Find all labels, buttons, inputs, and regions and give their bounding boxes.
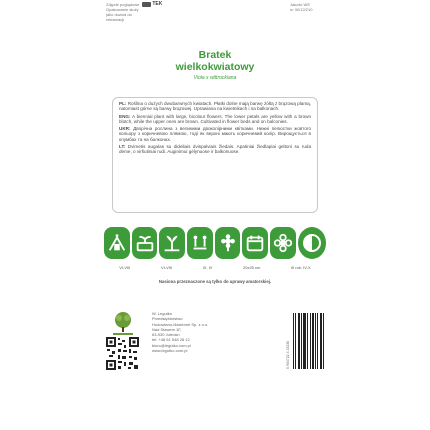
seedling-icon <box>132 227 158 259</box>
icon-label: IX, IV <box>202 265 213 270</box>
icon-label: 20x25 cm <box>243 265 261 270</box>
description-box <box>112 97 318 213</box>
photo-label: Zdjęcie poglądowe <box>106 2 140 7</box>
icon-label: VI-VIII <box>119 265 131 270</box>
header-right <box>290 2 330 12</box>
product-latin-name: Viola x wittrockiana <box>193 75 237 81</box>
cultivation-icons <box>104 227 326 261</box>
icon-label: VI-VIII <box>160 265 173 270</box>
tek-mark-icon <box>142 2 151 7</box>
product-title-block <box>140 50 290 81</box>
packaging-label: Opakowanie służy jako dowód do reklamacji <box>106 7 139 22</box>
tek-logo: TEK <box>142 2 162 7</box>
product-name-line2: wielkokwiatowy <box>175 60 255 73</box>
company-address: W. Legutko Przedsiębiorstwo Hodowlano-Nasienne Sp. z o.o. Nad Stawem 1F, 63-930 Jutrosin tel. +48 61 548 28 12 biuro@legutko.com.pl www.legutko.com.pl <box>152 311 209 354</box>
transplant-icon <box>159 227 185 259</box>
description-pl: PL: Roślina o dużych dwubarwnych kwiatach. Płatki dolne mają barwę żółtą z brązową plamą, natomiast górne są barwy brązowej. Uprawiana na kwietnikach i na balkonach. <box>119 101 311 112</box>
header-left <box>106 2 196 22</box>
quality-label: Jakość WE <box>290 2 311 7</box>
sun-icon <box>298 227 326 259</box>
barcode-number: 5 904722 4 15230 <box>286 340 290 369</box>
description-eng: ENG: A biennial plant with large, bicolour flowers. The lower petals are yellow with a brown blotch, while the upper ones are brown. Cultivated in flower beds and on balconies. <box>119 113 311 124</box>
amateur-use-note: Nasiona przeznaczone są tylko do uprawy amatorskiej. <box>158 279 272 284</box>
description-ukr: UKR: Дворічна рослина з великими двоколірними квітками. Нижні пелюстки жовтого кольору з коричневою плямою, тоді як верхні мають коричневий колір. Вирощується в клумбах та на балконах. <box>119 126 312 142</box>
product-name-line1: Bratek <box>198 49 232 61</box>
flower-icon <box>270 227 296 259</box>
legutko-logo <box>110 310 136 338</box>
icon-label: III rok: IV-X <box>290 265 311 270</box>
icon-labels <box>104 265 326 270</box>
qr-code <box>106 337 139 370</box>
spacing-icon <box>187 227 213 259</box>
sowing-icon <box>104 227 130 259</box>
barcode <box>293 313 325 369</box>
lot-number: nr 30/12/210 <box>290 7 313 12</box>
description-lt: LT: Dvimetis augalas su dideliais dvispalviais žiedais. Apatiniai žiedlapiai geltoni su ruda dėme, o viršutiniai rudi. Auginimui gėlynuose ir balkonuose. <box>119 144 311 155</box>
flowering-icon <box>215 227 241 259</box>
calendar-icon <box>242 227 268 259</box>
